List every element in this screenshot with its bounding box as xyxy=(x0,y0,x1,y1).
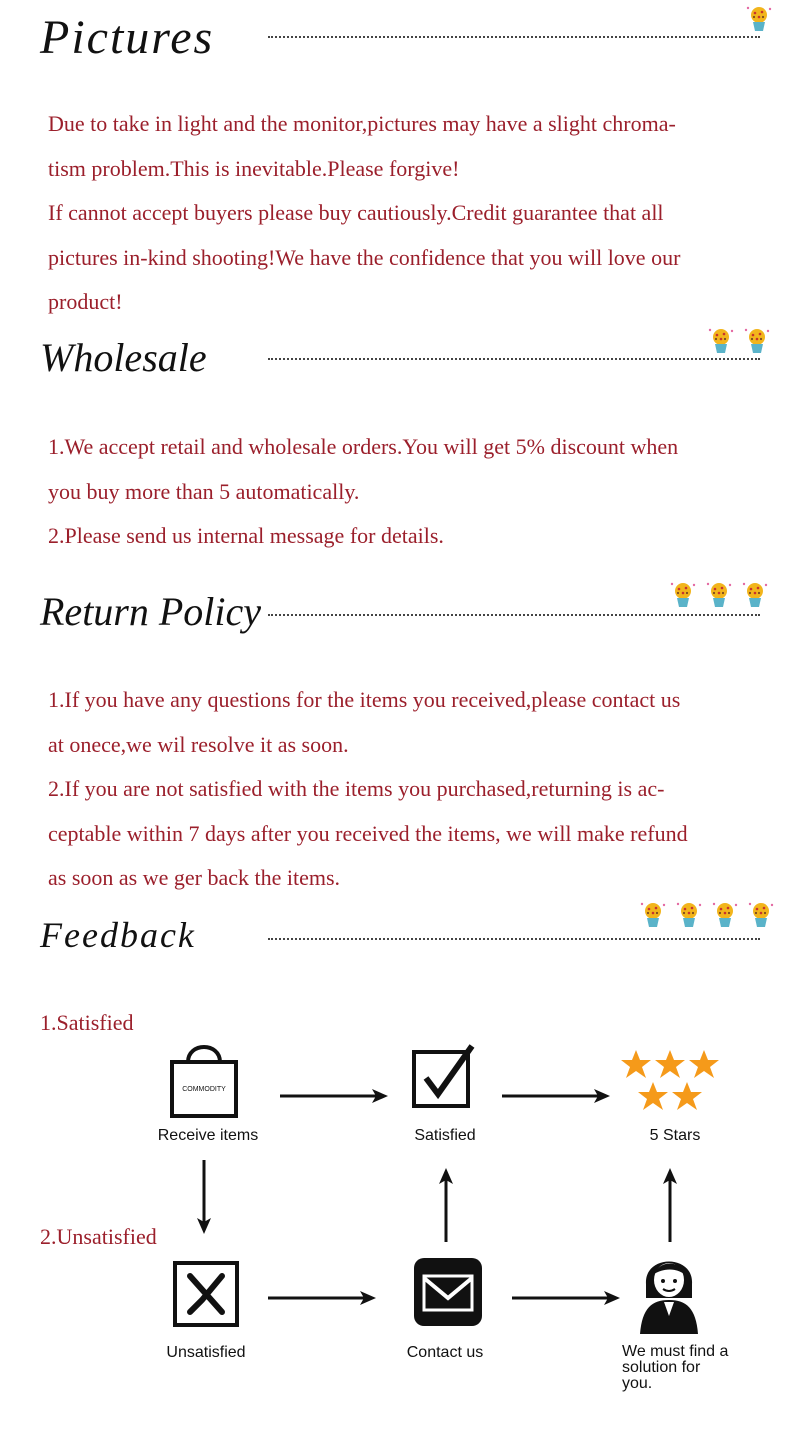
flower-icon xyxy=(746,900,776,930)
title-divider xyxy=(268,36,760,38)
text-line: 1.We accept retail and wholesale orders.You will get 5% discount when xyxy=(48,434,679,459)
section-title-pictures: Pictures xyxy=(40,11,215,64)
flower-decoration xyxy=(706,326,772,356)
arrow-right xyxy=(268,1288,378,1308)
flower-decoration xyxy=(668,580,770,610)
arrow-right xyxy=(280,1086,390,1106)
unsatisfied-caption: Unsatisfied xyxy=(166,1344,246,1361)
arrow-right xyxy=(512,1288,622,1308)
arrow-down xyxy=(194,1160,214,1236)
text-line: Due to take in light and the monitor,pictures may have a slight chroma- xyxy=(48,111,676,136)
return-policy-text xyxy=(48,678,768,901)
satisfied-caption: Satisfied xyxy=(414,1127,476,1144)
wholesale-text xyxy=(48,425,768,559)
arrow-right xyxy=(502,1086,612,1106)
five-stars-caption: 5 Stars xyxy=(649,1127,701,1144)
satisfied-label: 1.Satisfied xyxy=(40,1010,134,1035)
text-line: product! xyxy=(48,289,123,314)
section-title-feedback: Feedback xyxy=(40,915,196,955)
five-stars-icon xyxy=(620,1048,720,1114)
title-divider xyxy=(268,358,760,360)
text-line: pictures in-kind shooting!We have the confidence that you will love our xyxy=(48,244,681,270)
text-line: tism problem.This is inevitable.Please forgive! xyxy=(48,155,460,181)
person-icon xyxy=(636,1244,702,1334)
flower-icon xyxy=(704,580,734,610)
flower-icon xyxy=(668,580,698,610)
text-line: ceptable within 7 days after you received the items, we will make refund xyxy=(48,820,688,846)
flower-icon xyxy=(638,900,668,930)
text-line: If cannot accept buyers please buy cautiously.Credit guarantee that all xyxy=(48,200,664,225)
shopping-bag-icon xyxy=(166,1032,242,1118)
arrow-up xyxy=(436,1166,456,1242)
text-line: at onece,we wil resolve it as soon. xyxy=(48,731,349,757)
flower-icon xyxy=(674,900,704,930)
pictures-text xyxy=(48,102,768,325)
envelope-icon xyxy=(412,1256,484,1328)
text-line: as soon as we ger back the items. xyxy=(48,865,341,890)
receive-items-caption: Receive items xyxy=(157,1127,259,1144)
contact-us-caption: Contact us xyxy=(406,1344,484,1361)
flower-icon xyxy=(740,580,770,610)
text-line: 2.Please send us internal message for details. xyxy=(48,523,444,548)
text-line: 1.If you have any questions for the items you received,please contact us xyxy=(48,687,681,712)
flower-icon xyxy=(744,4,774,34)
flower-decoration xyxy=(744,4,774,34)
section-title-wholesale: Wholesale xyxy=(40,335,207,380)
solution-caption: We must find a solution for you. xyxy=(622,1343,729,1392)
flower-icon xyxy=(706,326,736,356)
unsatisfied-label: 2.Unsatisfied xyxy=(40,1224,157,1249)
checkbox-checked-icon xyxy=(410,1044,482,1110)
title-divider xyxy=(268,614,760,616)
text-line: 2.If you are not satisfied with the items you purchased,returning is ac- xyxy=(48,776,665,801)
flower-icon xyxy=(742,326,772,356)
flower-icon xyxy=(710,900,740,930)
section-title-return-policy: Return Policy xyxy=(40,589,262,634)
commodity-text: COMMODITY xyxy=(182,1086,226,1093)
arrow-up xyxy=(660,1166,680,1242)
checkbox-x-icon xyxy=(172,1260,240,1328)
title-divider xyxy=(268,938,760,940)
text-line: you buy more than 5 automatically. xyxy=(48,478,360,504)
flower-decoration xyxy=(638,900,776,930)
